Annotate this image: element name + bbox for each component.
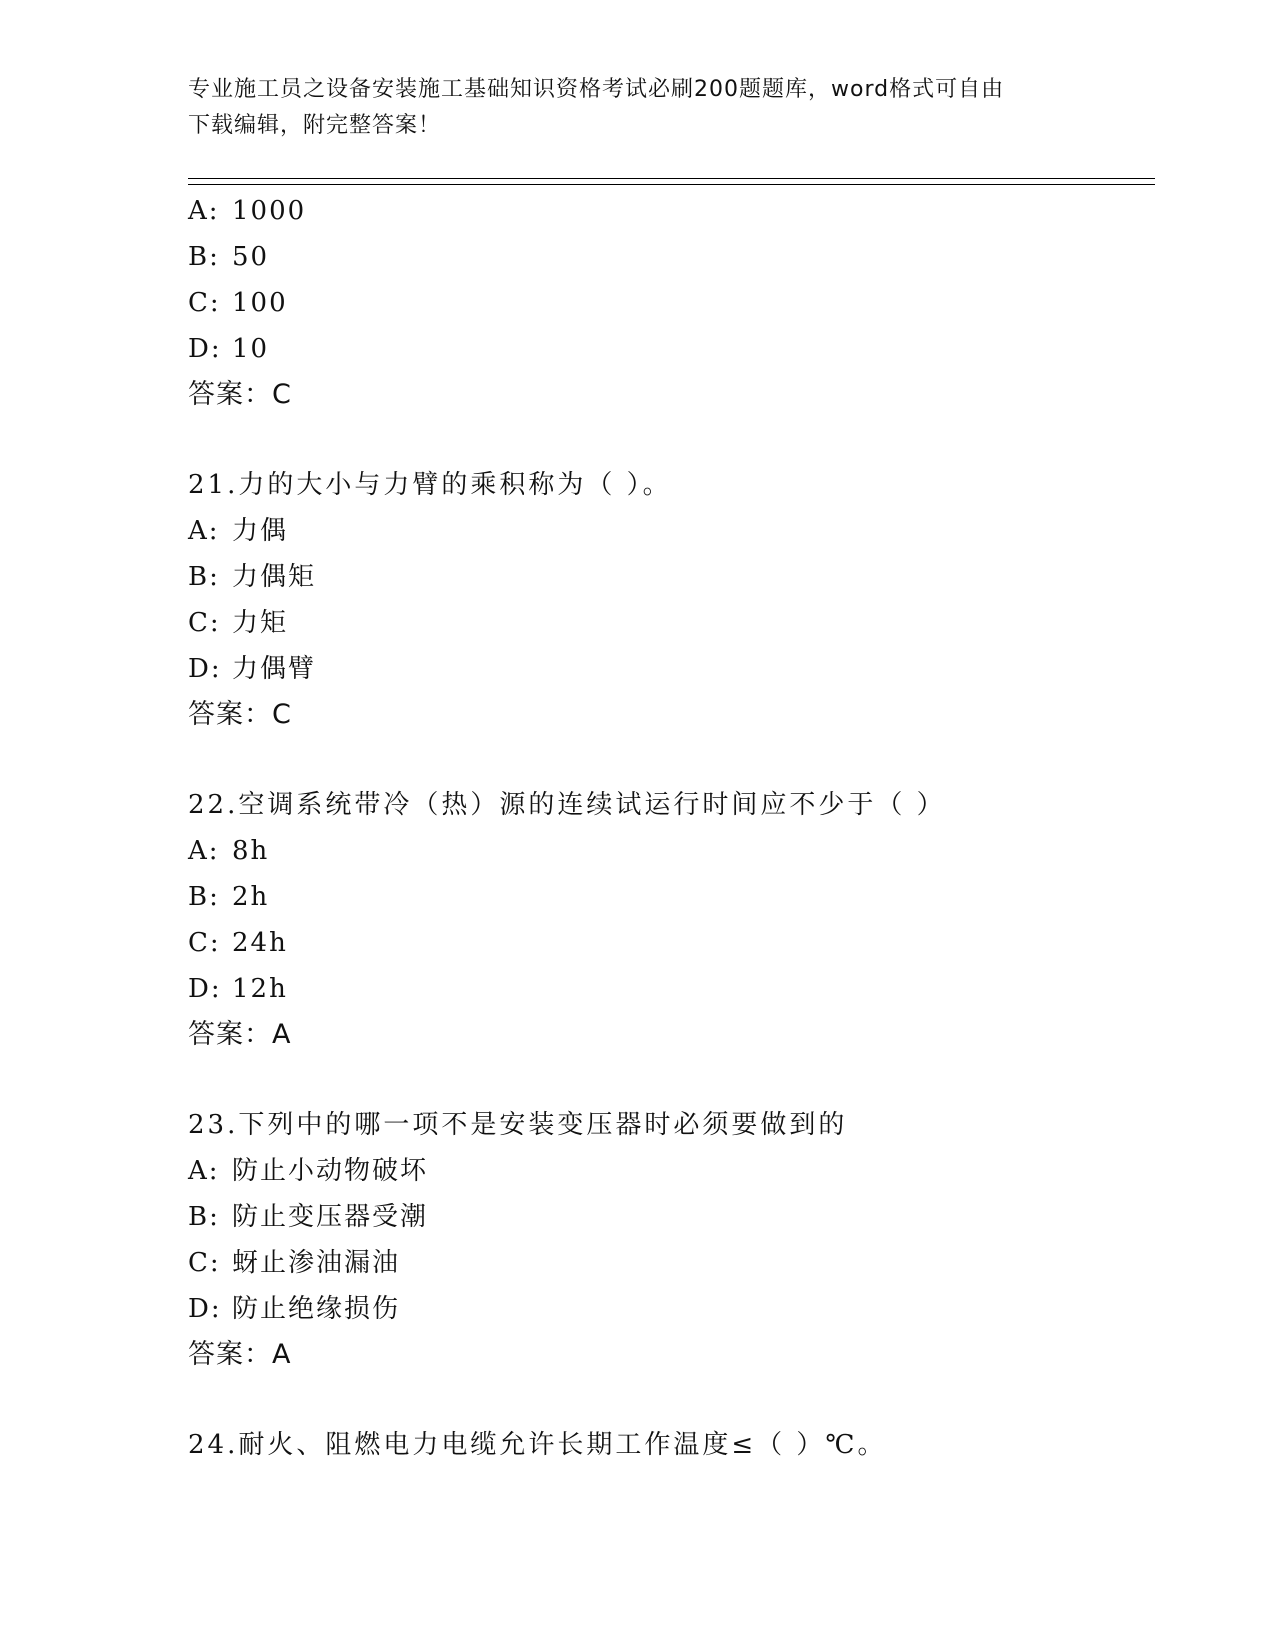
answer-line: 答案：C [188, 699, 292, 730]
option-text: 力矩 [232, 608, 289, 638]
option-text: 12h [232, 974, 288, 1004]
question-block-21 [188, 462, 1148, 738]
option-letter: B: [188, 562, 220, 592]
option-c [188, 600, 1148, 646]
option-a [188, 1148, 1148, 1194]
option-text: 24h [232, 928, 288, 958]
option-text: 力偶矩 [232, 562, 317, 592]
option-letter: C: [188, 928, 221, 958]
option-letter: A: [188, 1156, 220, 1186]
answer-line: 答案：C [188, 379, 292, 410]
document-header [188, 72, 1068, 144]
option-text: 力偶 [232, 516, 289, 546]
option-b [188, 554, 1148, 600]
option-text: 防止小动物破坏 [232, 1156, 429, 1186]
option-letter: C: [188, 288, 221, 318]
option-text: 10 [232, 334, 270, 364]
option-a [188, 188, 1148, 234]
header-divider-bottom [188, 184, 1155, 185]
option-d [188, 646, 1148, 692]
option-letter: B: [188, 882, 220, 912]
question-block-20 [188, 188, 1148, 418]
option-letter: C: [188, 1248, 221, 1278]
answer-line: 答案：A [188, 1339, 292, 1370]
option-text: 蚜止渗油漏油 [232, 1248, 401, 1278]
option-c [188, 1240, 1148, 1286]
option-letter: B: [188, 1202, 220, 1232]
question-block-23 [188, 1102, 1148, 1378]
option-c [188, 280, 1148, 326]
option-letter: D: [188, 654, 222, 684]
option-letter: D: [188, 974, 222, 1004]
option-letter: A: [188, 836, 220, 866]
question-text: 21.力的大小与力臂的乘积称为（ ）。 [188, 470, 672, 500]
spacer [188, 738, 1148, 782]
option-b [188, 234, 1148, 280]
option-letter: D: [188, 1294, 222, 1324]
question-text: 22.空调系统带冷（热）源的连续试运行时间应不少于（ ） [188, 790, 946, 820]
header-title-line2: 下载编辑，附完整答案！ [188, 113, 442, 138]
option-text: 50 [232, 242, 270, 272]
option-letter: C: [188, 608, 221, 638]
option-text: 力偶臂 [232, 654, 317, 684]
spacer [188, 1058, 1148, 1102]
option-b [188, 874, 1148, 920]
header-title-line1: 专业施工员之设备安装施工基础知识资格考试必刷200题题库，word格式可自由 [188, 77, 1005, 102]
option-b [188, 1194, 1148, 1240]
question-block-22 [188, 782, 1148, 1058]
option-letter: D: [188, 334, 222, 364]
option-d [188, 966, 1148, 1012]
spacer [188, 418, 1148, 462]
option-text: 防止变压器受潮 [232, 1202, 429, 1232]
option-letter: B: [188, 242, 220, 272]
option-text: 1000 [232, 196, 307, 226]
option-a [188, 828, 1148, 874]
option-d [188, 1286, 1148, 1332]
option-c [188, 920, 1148, 966]
header-divider-top [188, 178, 1155, 179]
question-text: 23.下列中的哪一项不是安装变压器时必须要做到的 [188, 1110, 848, 1140]
option-a [188, 508, 1148, 554]
option-letter: A: [188, 516, 220, 546]
option-letter: A: [188, 196, 220, 226]
question-list [188, 188, 1148, 1468]
option-text: 2h [232, 882, 270, 912]
option-text: 8h [232, 836, 270, 866]
answer-line: 答案：A [188, 1019, 292, 1050]
spacer [188, 1378, 1148, 1422]
option-d [188, 326, 1148, 372]
option-text: 防止绝缘损伤 [232, 1294, 401, 1324]
option-text: 100 [232, 288, 288, 318]
question-text: 24.耐火、阻燃电力电缆允许长期工作温度≤（ ）℃。 [188, 1430, 887, 1460]
question-block-24 [188, 1422, 1148, 1468]
